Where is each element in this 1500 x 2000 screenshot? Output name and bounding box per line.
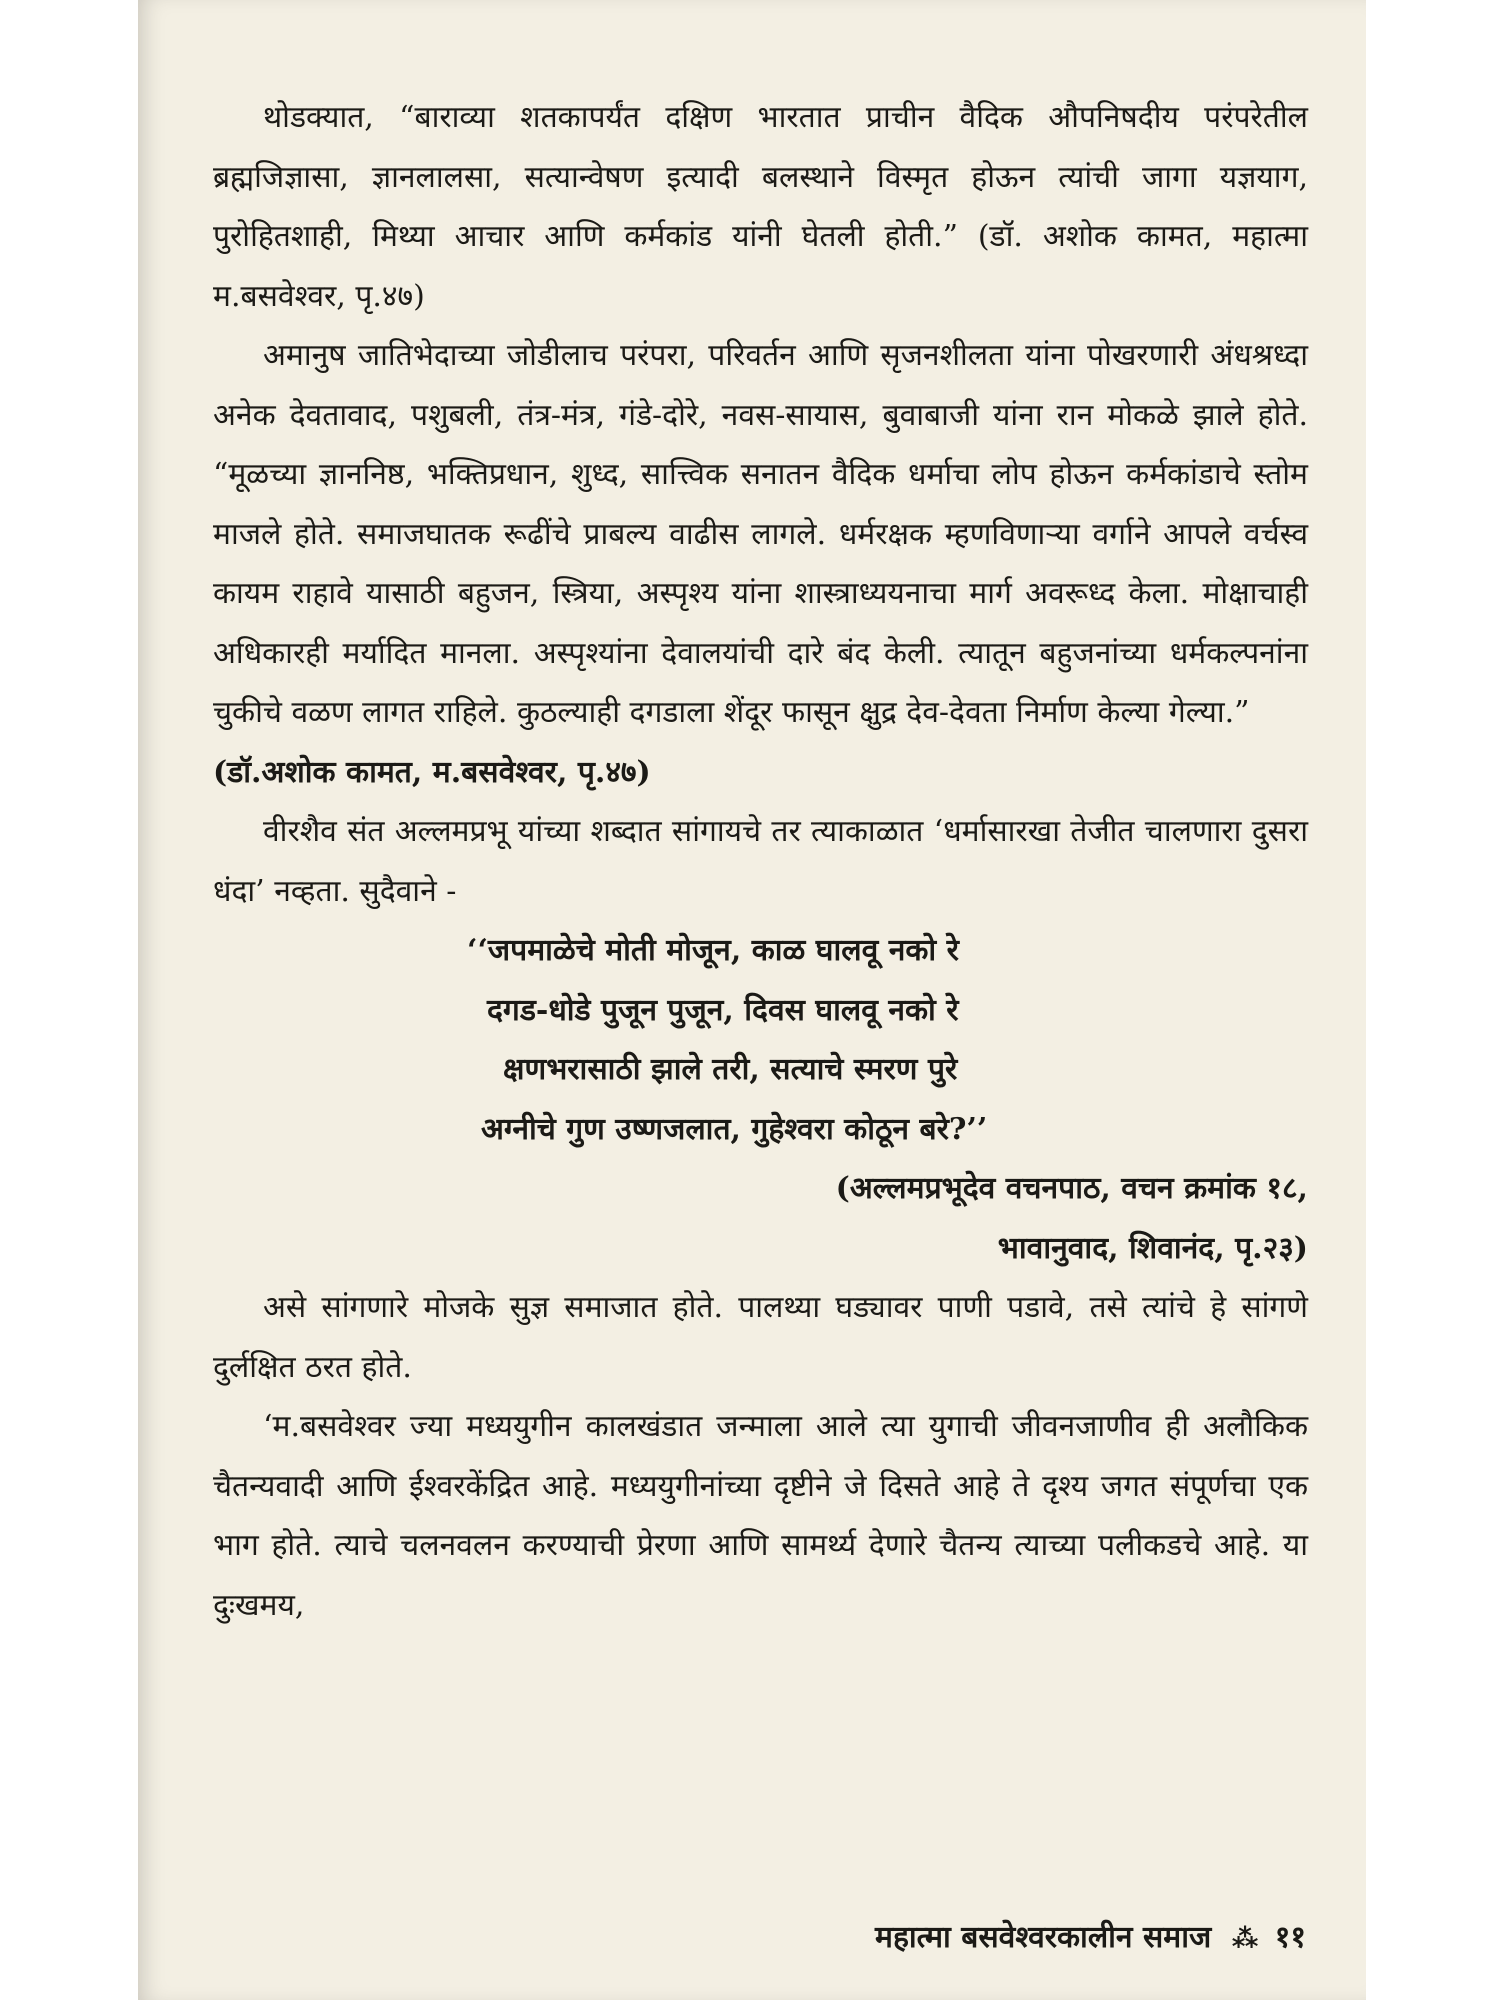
paragraph-4: असे सांगणारे मोजके सुज्ञ समाजात होते. पालथ्या घड्यावर पाणी पडावे, तसे त्यांचे हे सांगणे दुर्लक्षित ठरत होते. — [213, 1290, 1308, 1385]
paragraph-1: थोडक्यात, “बाराव्या शतकापर्यंत दक्षिण भारतात प्राचीन वैदिक औपनिषदीय परंपरेतील ब्रह्मजिज्ञासा, ज्ञानलालसा, सत्यान्वेषण इत्यादी बलस्थाने विस्मृत होऊन त्यांची जागा यज्ञयाग, पुरोहितशाही, मिथ्या आचार आणि कर्मकांड यांनी घेतली होती.” (डॉ. अशोक कामत, महात्मा म.बसवेश्वर, पृ.४७) — [213, 100, 1308, 314]
paragraph-5: ‘म.बसवेश्वर ज्या मध्ययुगीन कालखंडात जन्माला आले त्या युगाची जीवनजाणीव ही अलौकिक चैतन्यवादी आणि ईश्वरकेंद्रित आहे. मध्ययुगीनांच्या दृष्टीने जे दिसते आहे ते दृश्य जगत संपूर्णचा एक भाग होते. त्याचे चलनवलन करण्याची प्रेरणा आणि सामर्थ्य देणारे चैतन्य त्याच्या पलीकडचे आहे. या दुःखमय, — [213, 1409, 1308, 1623]
book-page — [138, 0, 1366, 2000]
ornament-icon: ⁂ — [1231, 1924, 1255, 1954]
poem-line: अग्नीचे गुण उष्णजलात, गुहेश्वरा कोठून बरे?’’ — [481, 1111, 988, 1147]
page-number: ११ — [1274, 1920, 1306, 1955]
poem-line: क्षणभरासाठी झाले तरी, सत्याचे स्मरण पुरे — [503, 1052, 958, 1087]
running-title: महात्मा बसवेश्वरकालीन समाज — [875, 1920, 1212, 1955]
poem-block — [213, 921, 1308, 1278]
poem-line: दगड-धोडे पुजून पुजून, दिवस घालवू नको रे — [487, 992, 959, 1028]
paragraph-3: वीरशैव संत अल्लमप्रभू यांच्या शब्दात सांगायचे तर त्याकाळात ‘धर्मासारखा तेजीत चालणारा दुसरा धंदा’ नव्हता. सुदैवाने - — [213, 814, 1308, 909]
poem-citation-line-2: भावानुवाद, शिवानंद, पृ.२३) — [997, 1230, 1308, 1266]
page-body — [213, 88, 1308, 1635]
paragraph-2-citation: (डॉ.अशोक कामत, म.बसवेश्वर, पृ.४७) — [213, 754, 651, 790]
page-footer — [875, 1915, 1306, 1956]
poem-line: ‘‘जपमाळेचे मोती मोजून, काळ घालवू नको रे — [467, 933, 959, 968]
poem-citation-line-1: (अल्लमप्रभूदेव वचनपाठ, वचन क्रमांक १८, — [835, 1171, 1308, 1206]
paragraph-2: अमानुष जातिभेदाच्या जोडीलाच परंपरा, परिवर्तन आणि सृजनशीलता यांना पोखरणारी अंधश्रध्दा अनेक देवतावाद, पशुबली, तंत्र-मंत्र, गंडे-दोरे, नवस-सायास, बुवाबाजी यांना रान मोकळे झाले होते. “मूळच्या ज्ञाननिष्ठ, भक्तिप्रधान, शुध्द, सात्त्विक सनातन वैदिक धर्माचा लोप होऊन कर्मकांडाचे स्तोम माजले होते. समाजघातक रूढींचे प्राबल्य वाढीस लागले. धर्मरक्षक म्हणविणाऱ्या वर्गाने आपले वर्चस्व कायम राहावे यासाठी बहुजन, स्त्रिया, अस्पृश्य यांना शास्त्राध्ययनाचा मार्ग अवरूध्द केला. मोक्षाचाही अधिकारही मर्यादित मानला. अस्पृश्यांना देवालयांची दारे बंद केली. त्यातून बहुजनांच्या धर्मकल्पनांना चुकीचे वळण लागत राहिले. कुठल्याही दगडाला शेंदूर फासून क्षुद्र देव-देवता निर्माण केल्या गेल्या.” — [213, 338, 1308, 730]
